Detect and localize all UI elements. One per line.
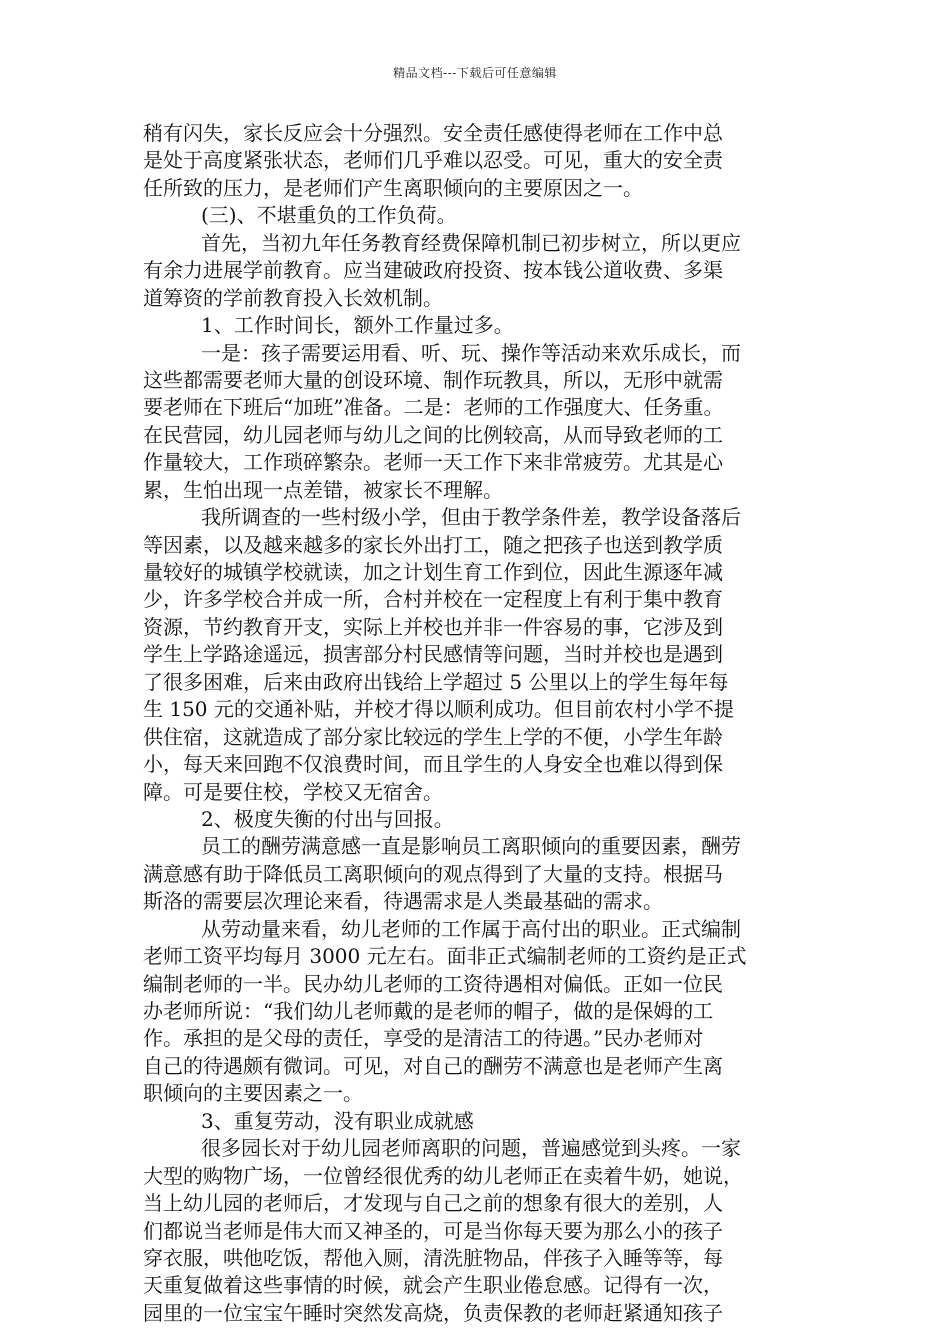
text-line: 办老师所说：“我们幼儿老师戴的是老师的帽子，做的是保姆的工 xyxy=(143,999,714,1023)
text-line: 稍有闪失，家长反应会十分强烈。安全责任感使得老师在工作中总 xyxy=(143,121,723,145)
text-line: 1、工作时间长，额外工作量过多。 xyxy=(201,313,514,338)
text-line: 穿衣服，哄他吃饭，帮他入厕，清洗脏物品，伴孩子入睡等等，每 xyxy=(143,1245,723,1270)
text-line: 大型的购物广场，一位曾经很优秀的幼儿老师正在卖着牛奶，她说， xyxy=(143,1163,743,1188)
text-line: (三)、不堪重负的工作负荷。 xyxy=(201,203,457,228)
text-line: 天重复做着这些事情的时候，就会产生职业倦怠感。记得有一次， xyxy=(143,1273,723,1298)
text-line: 资源，节约教育开支，实际上并校也并非一件容易的事，它涉及到 xyxy=(143,614,723,639)
text-line: 在民营园，幼儿园老师与幼儿之间的比例较高，从而导致老师的工 xyxy=(143,422,723,447)
page-header: 精品文档---下载后可任意编辑 xyxy=(393,66,557,80)
body-text xyxy=(143,120,807,1327)
text-line: 满意感有助于降低员工离职倾向的观点得到了大量的支持。根据马 xyxy=(143,861,723,886)
text-line: 累，生怕出现一点差错，被家长不理解。 xyxy=(143,477,503,502)
text-line: 了很多困难，后来由政府出钱给上学超过 5 公里以上的学生每年每 xyxy=(143,669,729,694)
text-line: 2、极度失衡的付出与回报。 xyxy=(201,806,454,831)
text-line: 任所致的压力，是老师们产生离职倾向的主要原因之一。 xyxy=(143,175,643,200)
text-line: 斯洛的需要层次理论来看，待遇需求是人类最基础的需求。 xyxy=(143,889,663,914)
text-line: 作量较大，工作琐碎繁杂。老师一天工作下来非常疲劳。尤其是心 xyxy=(143,450,723,475)
text-line: 从劳动量来看，幼儿老师的工作属于高付出的职业。正式编制 xyxy=(201,916,741,941)
text-line: 障。可是要住校，学校又无宿舍。 xyxy=(143,779,443,804)
text-line: 3、重复劳动，没有职业成就感 xyxy=(201,1108,474,1133)
text-line: 自己的待遇颇有微词。可见，对自己的酬劳不满意也是老师产生离 xyxy=(143,1053,723,1078)
text-line: 有余力进展学前教育。应当建破政府投资、按本钱公道收费、多渠 xyxy=(143,258,723,283)
text-line: 要老师在下班后“加班”准备。二是：老师的工作强度大、任务重。 xyxy=(143,395,724,420)
text-line: 编制老师的一半。民办幼儿老师的工资待遇相对偏低。正如一位民 xyxy=(143,971,723,996)
text-line: 供住宿，这就造成了部分家比较远的学生上学的不便，小学生年龄 xyxy=(143,724,723,749)
text-line: 生 150 元的交通补贴，并校才得以顺利成功。但目前农村小学不提 xyxy=(143,697,734,722)
text-line: 小，每天来回跑不仅浪费时间，而且学生的人身安全也难以得到保 xyxy=(143,752,723,777)
text-line: 这些都需要老师大量的创设环境、制作玩教具，所以，无形中就需 xyxy=(143,367,723,392)
text-line: 园里的一位宝宝午睡时突然发高烧，负责保教的老师赶紧通知孩子 xyxy=(143,1300,723,1325)
text-line: 量较好的城镇学校就读，加之计划生育工作到位，因此生源逐年减 xyxy=(143,560,723,584)
text-line: 少，许多学校合并成一所，合村并校在一定程度上有利于集中教育 xyxy=(143,587,723,612)
text-line: 员工的酬劳满意感一直是影响员工离职倾向的重要因素，酬劳 xyxy=(201,834,741,859)
text-line: 职倾向的主要因素之一。 xyxy=(143,1081,363,1106)
text-line: 首先，当初九年任务教育经费保障机制已初步树立，所以更应 xyxy=(201,230,741,255)
text-line: 道筹资的学前教育投入长效机制。 xyxy=(143,285,443,310)
text-line: 作。承担的是父母的责任，享受的是清洁工的待遇。”民办老师对 xyxy=(143,1026,704,1051)
text-line: 一是：孩子需要运用看、听、玩、操作等活动来欢乐成长，而 xyxy=(201,340,741,365)
text-line: 很多园长对于幼儿园老师离职的问题，普遍感觉到头疼。一家 xyxy=(201,1136,741,1161)
text-line: 学生上学路途遥远，损害部分村民感情等问题，当时并校也是遇到 xyxy=(143,642,723,667)
text-line: 当上幼儿园的老师后，才发现与自己之前的想象有很大的差别，人 xyxy=(143,1191,723,1216)
text-line: 我所调查的一些村级小学，但由于教学条件差，教学设备落后 xyxy=(201,505,741,530)
text-line: 是处于高度紧张状态，老师们几乎难以忍受。可见，重大的安全责 xyxy=(143,148,723,173)
text-line: 们都说当老师是伟大而又神圣的，可是当你每天要为那么小的孩子 xyxy=(143,1218,723,1243)
text-line: 老师工资平均每月 3000 元左右。面非正式编制老师的工资约是正式 xyxy=(143,944,747,969)
text-line: 等因素，以及越来越多的家长外出打工，随之把孩子也送到教学质 xyxy=(143,532,723,557)
